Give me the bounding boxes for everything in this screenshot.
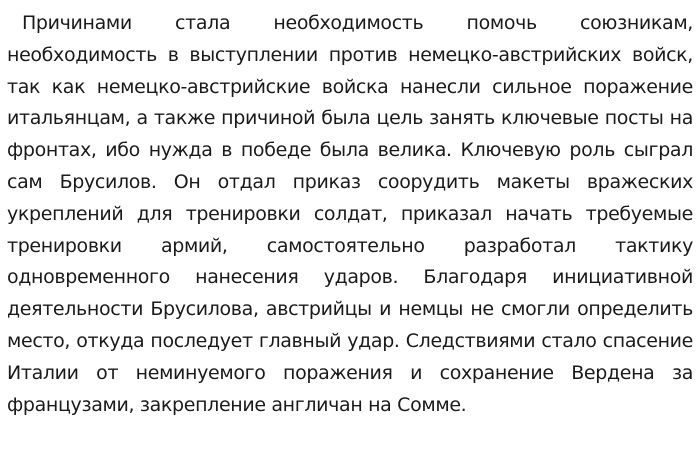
- body-paragraph: Причинами стала необходимость помочь союзникам, необходимость в выступлении против немецко-австрийских войск, так как немецко-австрийские войска нанесли сильное поражение итальянцам, а также причиной была цель занять ключевые посты на фронтах, ибо нужда в победе была велика. Ключевую роль сыграл сам Брусилов. Он отдал приказ соорудить макеты вражеских укреплений для тренировки солдат, приказал начать требуемые тренировки армий, самостоятельно разработал тактику одновременного нанесения ударов. Благодаря инициативной деятельности Брусилова, австрийцы и немцы не смогли определить место, откуда последует главный удар. Следствиями стало спасение Италии от неминуемого поражения и сохранение Вердена за французами, закрепление англичан на Сомме.: [7, 12, 693, 416]
